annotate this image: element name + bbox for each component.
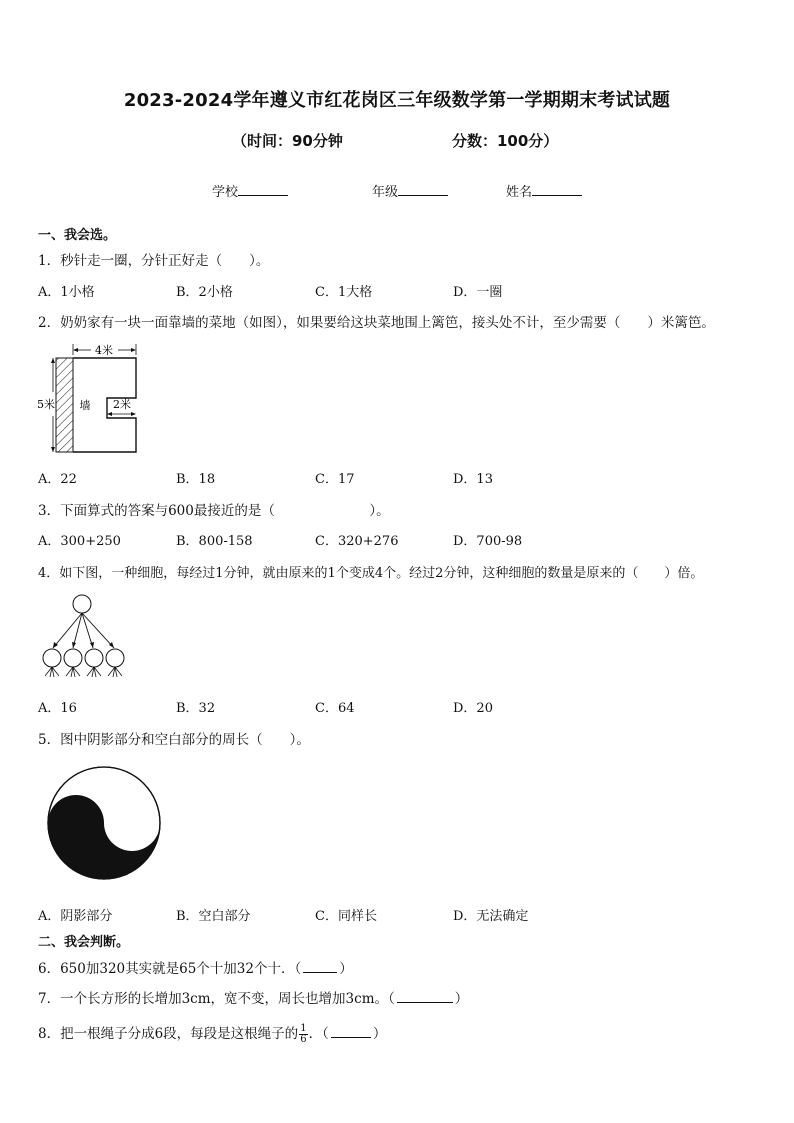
school-label: 学校 (212, 185, 239, 200)
q3-option-a[interactable]: A．300+250 (38, 534, 121, 549)
parent-cell (73, 595, 91, 613)
grade-blank[interactable] (398, 183, 448, 196)
garden-figure (34, 340, 146, 456)
q4-option-d[interactable]: D．20 (453, 701, 493, 716)
q1-option-c[interactable]: C．1大格 (315, 285, 373, 300)
q1-option-d[interactable]: D．一圈 (453, 285, 503, 300)
question-2: 2．奶奶家有一块一面靠墙的菜地（如图），如果要给这块菜地围上篱笆，接头处不计，至少需要（ ）米篱笆。 (38, 315, 715, 331)
question-6-text: 6．650加320其实就是65个十加32个十．（ (38, 961, 302, 977)
child-cell-3 (85, 649, 103, 667)
q7-answer-blank[interactable] (397, 989, 453, 1003)
question-4: 4．如下图，一种细胞，每经过1分钟，就由原来的1个变成4个。经过2分钟，这种细胞的数量是原来的（ ）倍。 (38, 566, 704, 581)
page-title: 2023-2024学年遵义市红花岗区三年级数学第一学期期末考试试题 (123, 90, 671, 111)
wall-hatch (56, 358, 73, 452)
question-7-tail: ） (454, 991, 469, 1007)
fraction-one-sixth (299, 1024, 307, 1045)
q5-option-d[interactable]: D．无法确定 (453, 909, 529, 924)
question-7-text: 7．一个长方形的长增加3cm，宽不变，周长也增加3cm。（ (38, 991, 395, 1007)
q6-answer-blank[interactable] (303, 959, 337, 973)
child-cell-2 (64, 649, 82, 667)
q2-option-d[interactable]: D．13 (453, 472, 493, 487)
question-8-text: 8．把一根绳子分成6段，每段是这根绳子的 (38, 1026, 299, 1042)
grade-field (372, 181, 448, 200)
q2-option-b[interactable]: B．18 (176, 472, 216, 487)
question-8 (38, 1022, 386, 1045)
grade-label: 年级 (372, 185, 399, 200)
q4-option-c[interactable]: C．64 (315, 701, 355, 716)
name-blank[interactable] (532, 183, 582, 196)
cell-division-figure (40, 592, 130, 680)
question-7 (38, 987, 468, 1007)
q4-option-b[interactable]: B．32 (176, 701, 216, 716)
question-8-tail2: ） (372, 1026, 387, 1042)
fraction-denominator: 6 (300, 1034, 307, 1045)
name-field (506, 181, 582, 200)
school-blank[interactable] (238, 183, 288, 196)
name-label: 姓名 (506, 185, 533, 200)
question-6 (38, 957, 353, 977)
q3-option-b[interactable]: B．800-158 (176, 534, 253, 549)
q1-option-b[interactable]: B．2小格 (176, 285, 233, 300)
q8-answer-blank[interactable] (331, 1024, 371, 1038)
wall-label: 墙 (79, 399, 91, 412)
question-1: 1．秒针走一圈，分针正好走（ ）。 (38, 253, 270, 269)
exam-time: （时间：90分钟 (232, 132, 343, 150)
child-cell-4 (106, 649, 124, 667)
q4-option-a[interactable]: A．16 (38, 701, 77, 716)
q3-option-c[interactable]: C．320+276 (315, 534, 399, 549)
section-2-title: 二、我会判断。 (38, 935, 130, 950)
left-dimension-label: 5米 (37, 398, 55, 411)
question-3: 3．下面算式的答案与600最接近的是（ ）。 (38, 503, 390, 519)
yin-yang-figure (46, 765, 162, 881)
school-field (212, 181, 288, 200)
top-dimension-label: 4米 (95, 344, 113, 357)
inner-dimension-label: 2米 (113, 398, 131, 411)
q3-option-d[interactable]: D．700-98 (453, 534, 523, 549)
q5-option-b[interactable]: B．空白部分 (176, 909, 251, 924)
q1-option-a[interactable]: A．1小格 (38, 285, 95, 300)
q2-option-a[interactable]: A．22 (38, 472, 77, 487)
section-1-title: 一、我会选。 (38, 228, 117, 243)
question-8-tail: ．（ (308, 1026, 329, 1042)
question-5: 5．图中阴影部分和空白部分的周长（ ）。 (38, 732, 310, 748)
q2-option-c[interactable]: C．17 (315, 472, 355, 487)
fraction-numerator: 1 (300, 1023, 307, 1034)
q5-option-a[interactable]: A．阴影部分 (38, 909, 113, 924)
child-cell-1 (43, 649, 61, 667)
question-6-tail: ） (339, 961, 353, 977)
exam-score: 分数：100分） (452, 132, 559, 150)
q5-option-c[interactable]: C．同样长 (315, 909, 377, 924)
